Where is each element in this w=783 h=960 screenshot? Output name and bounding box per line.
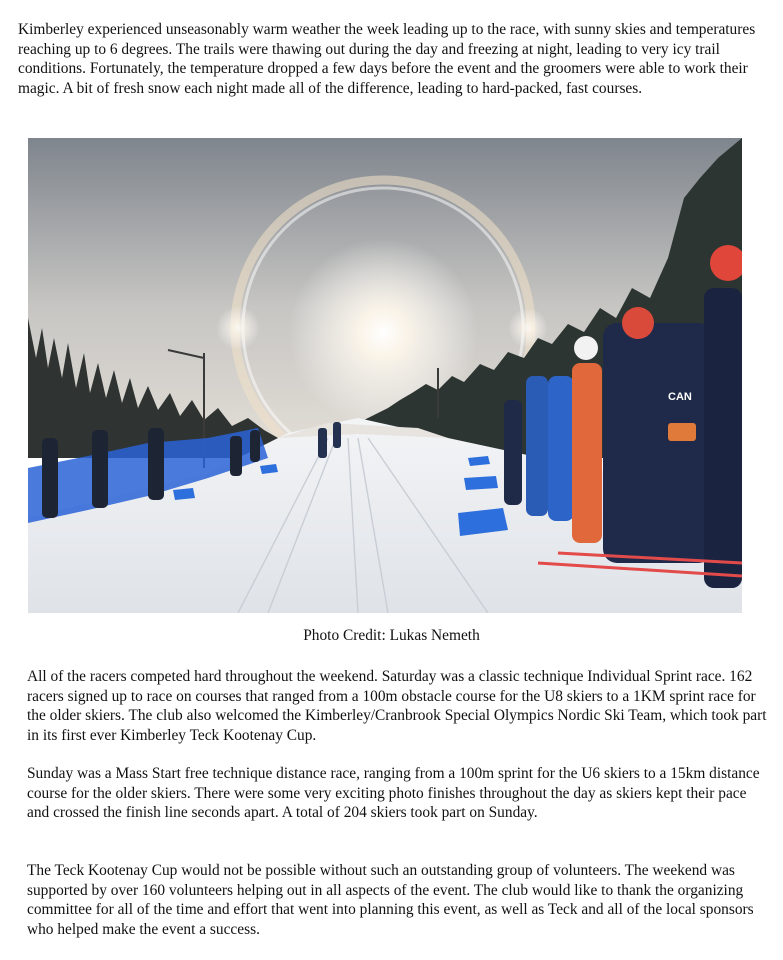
saturday-paragraph: All of the racers competed hard throughout the weekend. Saturday was a classic technique Individual Sprint race. 162 racers signed up to race on courses that ranged from a 100m obstacle course for the U8 skiers to a 1KM sprint race for the older skiers. The club also welcomed the Kimberley/Cranbrook Special Olympics Nordic Ski Team, which took part in its first ever Kimberley Teck Kootenay Cup. [27,668,767,744]
race-photo [28,138,742,613]
sunday-paragraph: Sunday was a Mass Start free technique distance race, ranging from a 100m sprint for the U6 skiers to a 15km distance course for the older skiers. There were some very exciting photo finishes throughout the day as skiers kept their pace and crossed the finish line seconds apart. A total of 204 skiers took part on Sunday. [27,765,760,821]
intro-paragraph: Kimberley experienced unseasonably warm weather the week leading up to the race, with sunny skies and temperatures reaching up to 6 degrees. The trails were thawing out during the day and freezing at night, leading to very icy trail conditions. Fortunately, the temperature dropped a few days before the event and the groomers were able to work their magic. A bit of fresh snow each night made all of the difference, leading to hard-packed, fast courses. [18,21,756,97]
volunteers-paragraph: The Teck Kootenay Cup would not be possible without such an outstanding group of volunteers. The weekend was supported by over 160 volunteers helping out in all aspects of the event. The club would like to thank the organizing committee for all of the time and effort that went into planning this event, as well as Teck and all of the local sponsors who helped make the event a success. [27,862,754,938]
photo-caption: Photo Credit: Lukas Nemeth [303,627,480,644]
jacket-text: CAN [668,391,692,403]
